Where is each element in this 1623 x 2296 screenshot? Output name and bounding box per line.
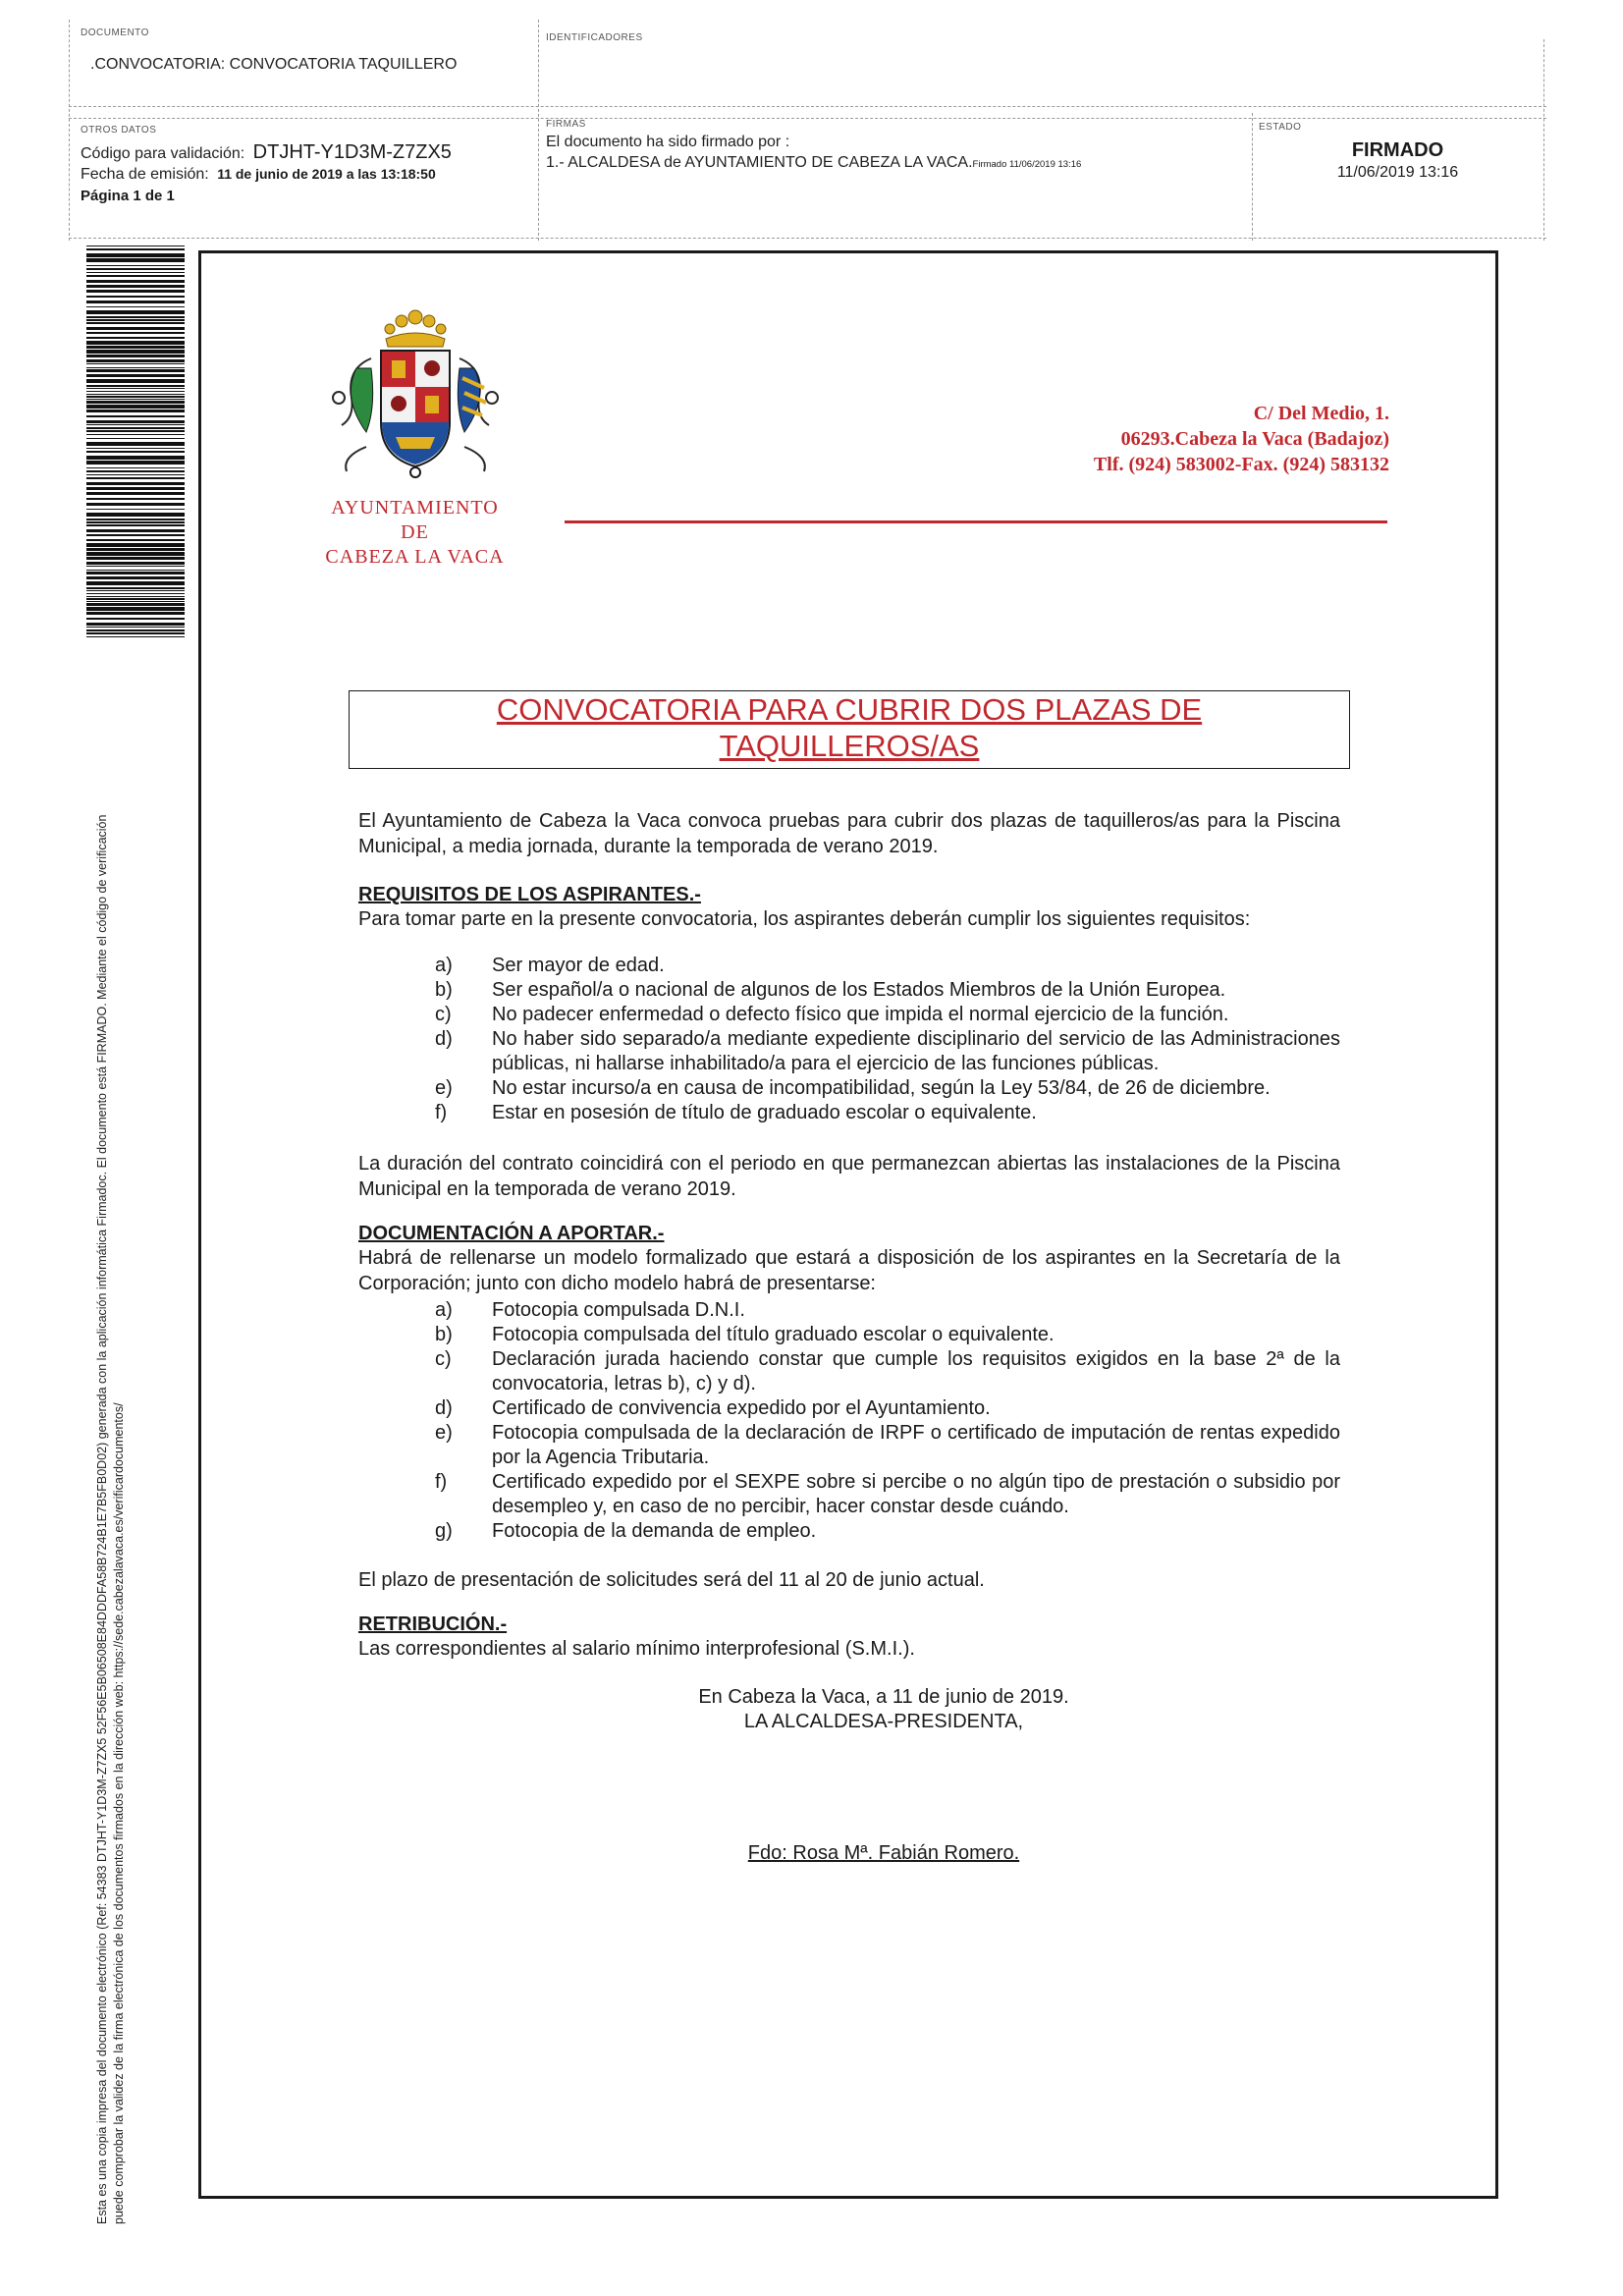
barcode-bar — [86, 265, 185, 266]
address-line2: 06293.Cabeza la Vaca (Badajoz) — [1120, 428, 1389, 450]
header-divider — [69, 238, 1546, 239]
barcode-bar — [86, 596, 185, 597]
barcode-bar — [86, 548, 185, 551]
barcode-bar — [86, 268, 185, 270]
barcode-bar — [86, 248, 185, 250]
documentacion-heading: DOCUMENTACIÓN A APORTAR.- — [358, 1223, 665, 1244]
duracion-paragraph: La duración del contrato coincidirá con el periodo en que permanezcan abiertas las instalaciones de la Piscina Municipal en la temporada de verano 2019. — [358, 1153, 1340, 1200]
list-marker: d) — [435, 1028, 453, 1050]
firmante-name: 1.- ALCALDESA de AYUNTAMIENTO DE CABEZA LA VACA. — [546, 154, 973, 171]
barcode-bar — [86, 629, 185, 631]
barcode-bar — [86, 474, 185, 475]
barcode-bar — [86, 337, 185, 339]
list-marker: b) — [435, 979, 453, 1001]
list-marker: g) — [435, 1520, 453, 1542]
list-item — [435, 1027, 1340, 1076]
barcode-bar — [86, 275, 185, 277]
barcode-bar — [86, 420, 185, 423]
barcode-bar — [86, 492, 185, 495]
estado-label: ESTADO — [1259, 122, 1302, 133]
pagina-indicator: Página 1 de 1 — [81, 188, 175, 204]
retribucion-text: Las correspondientes al salario mínimo interprofesional (S.M.I.). — [358, 1638, 915, 1660]
org-address — [884, 401, 1389, 477]
barcode-bar — [86, 539, 185, 541]
signature-name: Fdo: Rosa Mª. Fabián Romero. — [747, 1842, 1020, 1864]
list-item — [435, 1323, 1340, 1347]
barcode-bar — [86, 576, 185, 579]
side-note-line1: Esta es una copia impresa del documento electrónico (Ref: 54383 DTJHT-Y1D3M-Z7ZX5 52F56E5B06508E84DDDFA58B724B1E7B5FB0D02) generada con la aplicación informática Firmadoc. El documento está FIRMADO. Mediante el código de verificación — [95, 814, 109, 2224]
barcode-bar — [86, 442, 185, 446]
header-divider — [538, 20, 539, 241]
list-item — [435, 978, 1340, 1003]
list-item — [435, 1421, 1340, 1470]
barcode-bar — [86, 543, 185, 547]
barcode-bar — [86, 562, 185, 565]
barcode-bar — [86, 607, 185, 611]
barcode-bar — [86, 319, 185, 321]
firmas-label: FIRMAS — [546, 119, 586, 130]
org-line1: AYUNTAMIENTO — [331, 497, 499, 519]
barcode-bar — [86, 306, 185, 307]
list-item — [435, 1347, 1340, 1396]
org-name — [295, 496, 535, 570]
document-body — [358, 808, 1340, 1865]
barcode-bar — [86, 572, 185, 574]
barcode — [86, 246, 185, 643]
otros-datos-label: OTROS DATOS — [81, 125, 157, 136]
barcode-bar — [86, 581, 185, 585]
address-line1: C/ Del Medio, 1. — [1253, 403, 1389, 424]
barcode-bar — [86, 401, 185, 404]
document-title — [349, 691, 1350, 764]
list-item-text: Fotocopia compulsada de la declaración de IRPF o certificado de imputación de rentas expedido por la Agencia Tributaria. — [492, 1422, 1340, 1468]
barcode-bar — [86, 623, 185, 626]
barcode-bar — [86, 332, 185, 334]
barcode-bar — [86, 253, 185, 257]
barcode-bar — [86, 350, 185, 354]
list-marker: d) — [435, 1397, 453, 1419]
list-marker: a) — [435, 1299, 453, 1321]
identificadores-label: IDENTIFICADORES — [546, 32, 643, 43]
header-divider — [69, 20, 70, 241]
barcode-bar — [86, 346, 185, 349]
barcode-bar — [86, 601, 185, 602]
list-item-text: Fotocopia de la demanda de empleo. — [492, 1520, 817, 1542]
barcode-bar — [86, 438, 185, 439]
list-item — [435, 1470, 1340, 1519]
list-item — [435, 954, 1340, 978]
barcode-bar — [86, 456, 185, 460]
header-divider — [69, 118, 1546, 119]
barcode-bar — [86, 322, 185, 324]
list-marker: a) — [435, 955, 453, 976]
address-line3: Tlf. (924) 583002-Fax. (924) 583132 — [1093, 454, 1389, 475]
barcode-bar — [86, 552, 185, 556]
firmante — [546, 154, 1081, 172]
list-item-text: Fotocopia compulsada D.N.I. — [492, 1299, 745, 1321]
list-marker: e) — [435, 1422, 453, 1444]
verification-side-note — [94, 815, 128, 2224]
letterhead-rule — [565, 520, 1387, 523]
barcode-bar — [86, 513, 185, 517]
requisitos-list — [435, 954, 1340, 1125]
list-item — [435, 1396, 1340, 1421]
list-marker: c) — [435, 1348, 452, 1370]
org-line3: CABEZA LA VACA — [325, 546, 505, 568]
barcode-bar — [86, 477, 185, 479]
barcode-bar — [86, 391, 185, 392]
list-item-text: Fotocopia compulsada del título graduado escolar o equivalente. — [492, 1324, 1055, 1345]
barcode-bar — [86, 487, 185, 490]
barcode-bar — [86, 566, 185, 567]
documento-value: .CONVOCATORIA: CONVOCATORIA TAQUILLERO — [90, 56, 458, 73]
list-item — [435, 1003, 1340, 1027]
list-marker: e) — [435, 1077, 453, 1099]
barcode-bar — [86, 272, 185, 273]
list-marker: c) — [435, 1004, 452, 1025]
barcode-bar — [86, 367, 185, 368]
barcode-bar — [86, 258, 185, 262]
barcode-bar — [86, 461, 185, 465]
barcode-bar — [86, 482, 185, 485]
barcode-bar — [86, 427, 185, 429]
closing-block — [358, 1685, 1340, 1734]
barcode-bar — [86, 451, 185, 453]
barcode-bar — [86, 341, 185, 345]
documentacion-list — [435, 1298, 1340, 1544]
barcode-bar — [86, 590, 185, 591]
fecha-label: Fecha de emisión: — [81, 166, 209, 183]
codigo-value: DTJHT-Y1D3M-Z7ZX5 — [252, 141, 452, 163]
barcode-bar — [86, 570, 185, 571]
barcode-bar — [86, 285, 185, 288]
firmado-por: El documento ha sido firmado por : — [546, 134, 790, 150]
barcode-bar — [86, 467, 185, 468]
barcode-bar — [86, 470, 185, 472]
signature-header — [69, 20, 1546, 241]
requisitos-intro: Para tomar parte en la presente convocatoria, los aspirantes deberán cumplir los siguientes requisitos: — [358, 908, 1251, 930]
barcode-bar — [86, 405, 185, 409]
barcode-bar — [86, 557, 185, 560]
barcode-bar — [86, 310, 185, 314]
list-item-text: Declaración jurada haciendo constar que cumple los requisitos exigidos en la base 2ª de la convocatoria, letras b), c) y d). — [492, 1348, 1340, 1394]
barcode-bar — [86, 618, 185, 620]
barcode-bar — [86, 612, 185, 615]
list-item-text: Certificado de convivencia expedido por el Ayuntamiento. — [492, 1397, 991, 1419]
barcode-bar — [86, 509, 185, 510]
barcode-bar — [86, 503, 185, 506]
barcode-bar — [86, 636, 185, 637]
codigo-label: Código para validación: — [81, 145, 245, 162]
barcode-bar — [86, 363, 185, 364]
barcode-bar — [86, 369, 185, 372]
list-item — [435, 1298, 1340, 1323]
barcode-bar — [86, 448, 185, 449]
list-item-text: Ser mayor de edad. — [492, 955, 665, 976]
barcode-bar — [86, 396, 185, 398]
barcode-bar — [86, 301, 185, 303]
org-line2: DE — [401, 521, 429, 543]
plazo-paragraph: El plazo de presentación de solicitudes será del 11 al 20 de junio actual. — [358, 1569, 985, 1591]
retribucion-heading: RETRIBUCIÓN.- — [358, 1613, 508, 1635]
barcode-bar — [86, 327, 185, 330]
list-item-text: No padecer enfermedad o defecto físico que impida el normal ejercicio de la función. — [492, 1004, 1229, 1025]
closing-place-date: En Cabeza la Vaca, a 11 de junio de 2019. — [698, 1686, 1069, 1708]
barcode-bar — [86, 379, 185, 383]
barcode-bar — [86, 529, 185, 532]
barcode-bar — [86, 359, 185, 362]
barcode-bar — [86, 632, 185, 634]
barcode-bar — [86, 521, 185, 523]
fecha-value: 11 de junio de 2019 a las 13:18:50 — [217, 166, 436, 182]
requisitos-heading: REQUISITOS DE LOS ASPIRANTES.- — [358, 884, 701, 905]
header-divider — [69, 106, 1546, 107]
barcode-bar — [86, 399, 185, 400]
closing-role: LA ALCALDESA-PRESIDENTA, — [743, 1711, 1024, 1732]
fecha-emision — [81, 166, 436, 184]
firmante-fecha: Firmado 11/06/2019 13:16 — [972, 159, 1082, 170]
barcode-bar — [86, 587, 185, 589]
barcode-bar — [86, 410, 185, 412]
barcode-bar — [86, 534, 185, 536]
barcode-bar — [86, 519, 185, 520]
barcode-bar — [86, 627, 185, 628]
codigo-validacion — [81, 141, 452, 164]
barcode-bar — [86, 374, 185, 377]
list-item-text: Estar en posesión de título de graduado escolar o equivalente. — [492, 1102, 1037, 1123]
barcode-bar — [86, 385, 185, 387]
barcode-bar — [86, 394, 185, 395]
coat-of-arms-logo — [327, 300, 504, 481]
list-item — [435, 1519, 1340, 1544]
list-item — [435, 1101, 1340, 1125]
estado-fecha: 11/06/2019 13:16 — [1336, 164, 1459, 181]
barcode-bar — [86, 424, 185, 425]
barcode-bar — [86, 296, 185, 298]
barcode-bar — [86, 355, 185, 357]
list-item-text: No estar incurso/a en causa de incompatibilidad, según la Ley 53/84, de 26 de diciembre. — [492, 1077, 1271, 1099]
list-item-text: Certificado expedido por el SEXPE sobre si percibe o no algún tipo de prestación o subsidio por desempleo y, en caso de no percibir, hacer constar desde cuándo. — [492, 1471, 1340, 1517]
barcode-bar — [86, 603, 185, 606]
intro-paragraph: El Ayuntamiento de Cabeza la Vaca convoca pruebas para cubrir dos plazas de taquilleros/as para la Piscina Municipal, a media jornada, durante la temporada de verano 2019. — [358, 810, 1340, 857]
barcode-bar — [86, 290, 185, 293]
title-line2: TAQUILLEROS/AS — [719, 729, 980, 763]
title-line1: CONVOCATORIA PARA CUBRIR DOS PLAZAS DE — [496, 692, 1203, 727]
barcode-bar — [86, 598, 185, 600]
list-item-text: No haber sido separado/a mediante expediente disciplinario del servicio de las Administraciones públicas, ni hallarse inhabilitado/a para el ejercicio de las funciones públicas. — [492, 1028, 1340, 1074]
header-divider — [1543, 39, 1544, 241]
barcode-bar — [86, 316, 185, 318]
barcode-bar — [86, 498, 185, 500]
barcode-bar — [86, 388, 185, 389]
barcode-bar — [86, 415, 185, 417]
list-item-text: Ser español/a o nacional de algunos de los Estados Miembros de la Unión Europea. — [492, 979, 1226, 1001]
barcode-bar — [86, 434, 185, 435]
barcode-bar — [86, 593, 185, 594]
documento-label: DOCUMENTO — [81, 27, 149, 38]
documentacion-intro: Habrá de rellenarse un modelo formalizado que estará a disposición de los aspirantes en la Secretaría de la Corporación; junto con dicho modelo habrá de presentarse: — [358, 1247, 1340, 1294]
list-marker: f) — [435, 1471, 448, 1493]
list-item — [435, 1076, 1340, 1101]
side-note-line2: puede comprobar la validez de la firma electrónica de los documentos firmados en la dirección web: https://sede.cabezalavaca.es/verificardocumentos/ — [112, 1402, 126, 2224]
barcode-bar — [86, 430, 185, 432]
barcode-bar — [86, 280, 185, 283]
barcode-bar — [86, 524, 185, 526]
estado-value: FIRMADO — [1351, 139, 1444, 161]
list-marker: b) — [435, 1324, 453, 1345]
list-marker: f) — [435, 1102, 448, 1123]
